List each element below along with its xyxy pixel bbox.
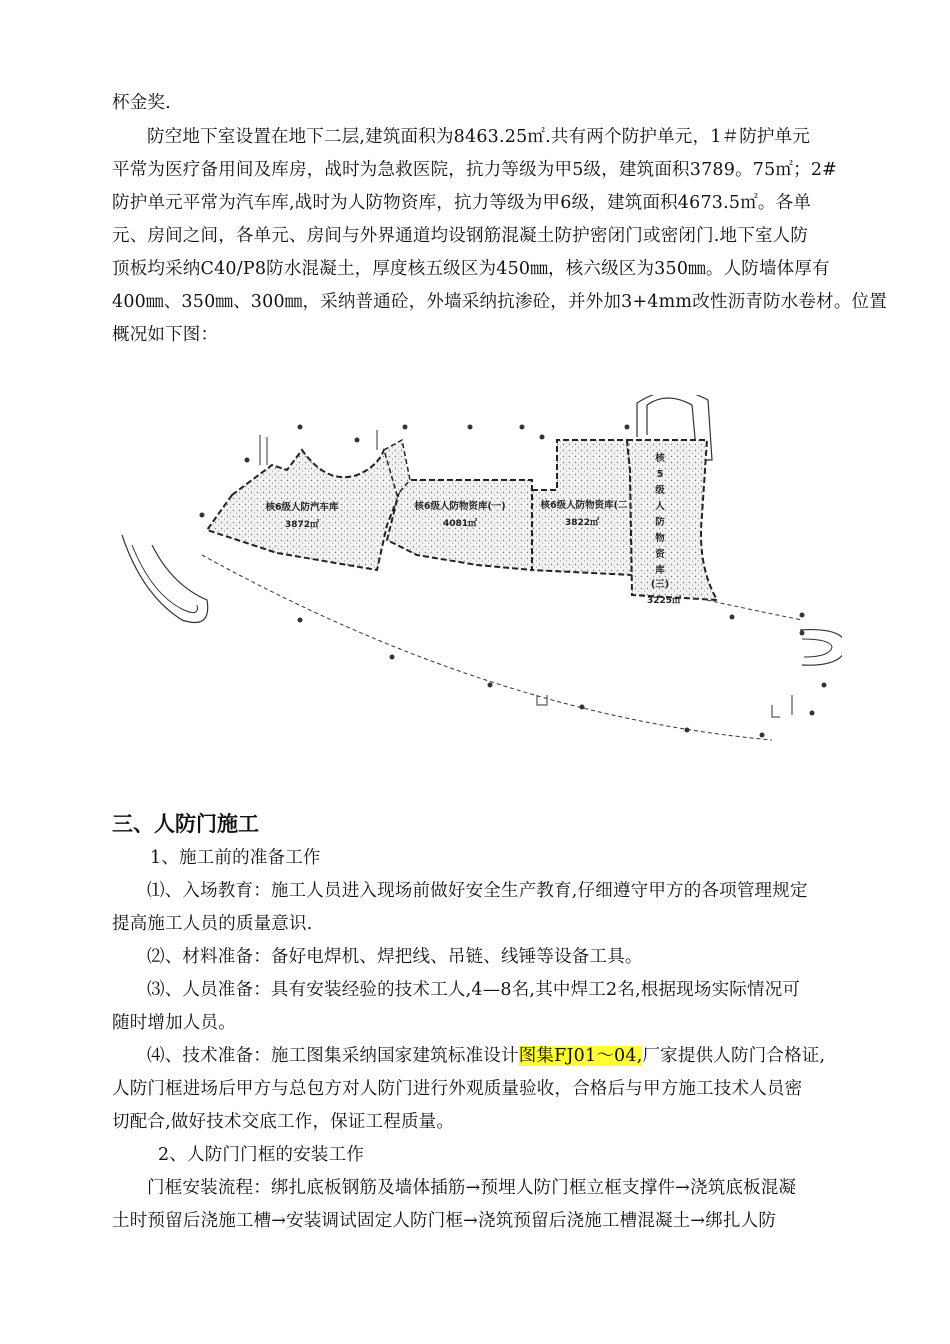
zone4-char: 库 <box>655 565 665 576</box>
paragraph-line: ⑴、入场教育：施工人员进入现场前做好安全生产教育,仔细遵守甲方的各项管理规定 <box>147 881 808 901</box>
paragraph-line: 400㎜、350㎜、300㎜，采纳普通砼，外墙采纳抗渗砼，并外加3+4mm改性沥青防水卷材。位置 <box>112 292 887 312</box>
zone-material-store-3 <box>627 440 717 600</box>
zone2-label: 核6级人防物资库(一) <box>414 501 506 512</box>
section-heading: 三、人防门施工 <box>112 812 259 836</box>
zone4-char: 级 <box>655 485 665 496</box>
civil-defense-site-plan <box>112 395 842 755</box>
paragraph-line: 顶板均采纳C40/P8防水混凝土，厚度核五级区为450㎜，核六级区为350㎜。人防墙体厚有 <box>112 259 830 279</box>
ramp-left <box>122 535 208 623</box>
paragraph-line: 元、房间之间，各单元、房间与外界通道均设钢筋混凝土防护密闭门或密闭门.地下室人防 <box>112 226 809 246</box>
zone3-label: 核6级人防物资库(二 <box>540 500 628 511</box>
zone1-label: 核6级人防汽车库 <box>265 502 339 513</box>
zone3-area: 3822㎡ <box>564 518 600 528</box>
subsection-title: 2、人防门门框的安装工作 <box>158 1145 365 1165</box>
text-segment: ⑷、技术准备：施工图集采纳国家建筑标准设计 <box>147 1046 519 1066</box>
paragraph-line: 切配合,做好技术交底工作，保证工程质量。 <box>112 1112 455 1132</box>
zone2-area: 4081㎡ <box>442 519 478 529</box>
zone4-char: (三) <box>650 579 670 590</box>
highlighted-reference: 图集FJ01～04, <box>518 1046 643 1066</box>
zone4-char: 人 <box>655 501 665 512</box>
paragraph-line: 防护单元平常为汽车库,战时为人防物资库，抗力等级为甲6级，建筑面积4673.5㎡。各单 <box>112 193 812 213</box>
paragraph-line: ⑶、人员准备：具有安装经验的技术工人,4—8名,其中焊工2名,根据现场实际情况可 <box>147 980 801 1000</box>
text-segment: 厂家提供人防门合格证, <box>642 1046 826 1066</box>
paragraph-line: 防空地下室设置在地下二层,建筑面积为8463.25㎡.共有两个防护单元，1＃防护单元 <box>147 127 811 147</box>
paragraph-line: 随时增加人员。 <box>112 1013 236 1033</box>
boundary-stubs <box>260 430 792 717</box>
zone4-char: 资 <box>655 549 665 560</box>
paragraph-line: 提高施工人员的质量意识. <box>112 914 313 934</box>
zone4-char: 物 <box>655 533 665 544</box>
paragraph-line: 平常为医疗备用间及库房，战时为急救医院，抗力等级为甲5级，建筑面积3789。75㎡；2# <box>112 160 838 180</box>
site-boundary-line <box>707 600 802 620</box>
zone1-area: 3872㎡ <box>284 520 320 530</box>
subsection-title: 1、施工前的准备工作 <box>150 848 321 868</box>
zone4-char: 核 <box>655 453 665 464</box>
zone4-char: 5 <box>656 469 664 480</box>
paragraph-line: ⑵、材料准备：备好电焊机、焊把线、吊链、线锤等设备工具。 <box>147 947 643 967</box>
zone4-area: 3225㎡ <box>646 596 682 606</box>
paragraph-line: 人防门框进场后甲方与总包方对人防门进行外观质量验收，合格后与甲方施工技术人员密 <box>112 1079 803 1099</box>
paragraph-line: 概况如下图： <box>112 325 219 345</box>
paragraph-line: 门框安装流程：绑扎底板钢筋及墙体插筋→预埋人防门框立框支撑件→浇筑底板混凝 <box>147 1178 797 1198</box>
paragraph-line <box>147 1045 825 1067</box>
ramp-right <box>802 639 832 657</box>
zone4-char: 防 <box>655 517 665 528</box>
paragraph-line: 土时预留后浇施工槽→安装调试固定人防门框→浇筑预留后浇施工槽混凝土→绑扎人防 <box>112 1211 777 1231</box>
paragraph-line: 杯金奖. <box>112 93 171 113</box>
ramp-right <box>800 630 842 666</box>
